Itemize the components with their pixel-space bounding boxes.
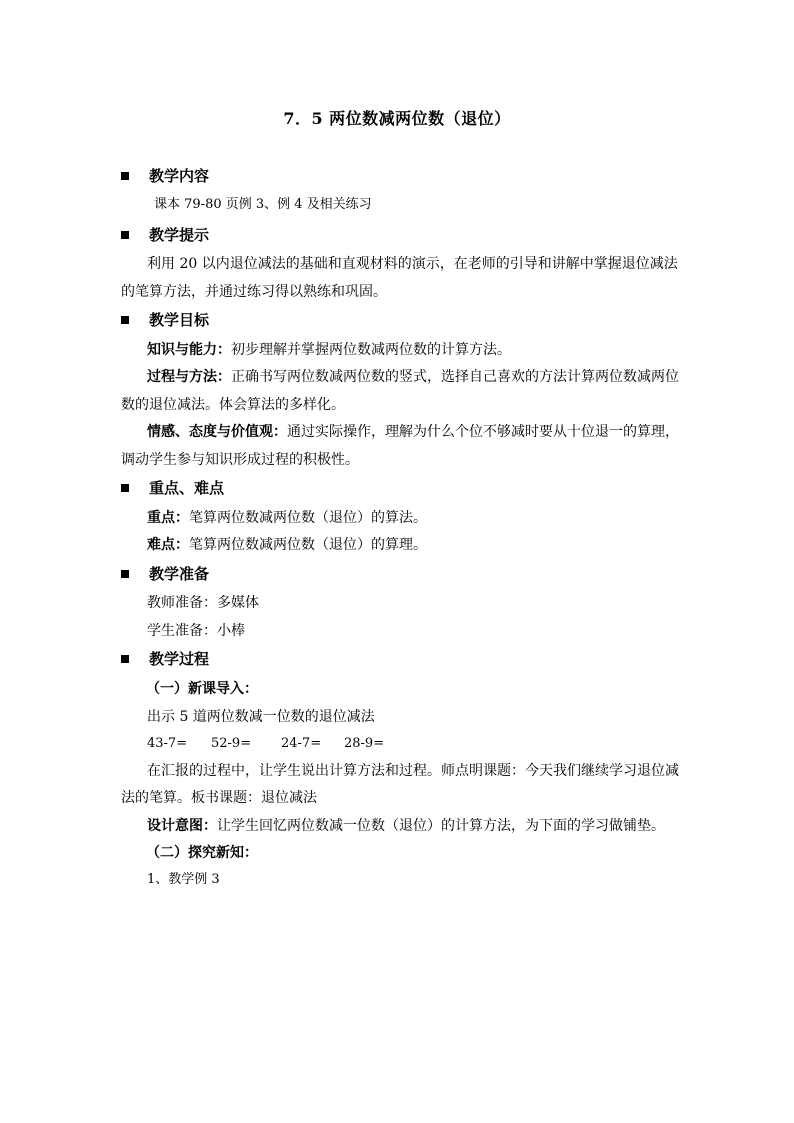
goal-knowledge-label: 知识与能力： [147,342,231,358]
section-heading-process [121,649,209,669]
heading-text: 教学内容 [149,167,210,185]
process-report-1: 在汇报的过程中，让学生说出计算方法和过程。师点明课题：今天我们继续学习退位减 [147,763,679,779]
goal-process-cont: 数的退位减法。体会算法的多样化。 [121,397,345,413]
process-design [147,816,665,836]
equation-row [147,734,384,754]
process-show: 出示 5 道两位数减一位数的退位减法 [147,709,375,725]
key-point-label: 重点： [147,510,189,526]
design-label: 设计意图： [147,818,217,834]
key-point [147,508,427,528]
goal-process [147,367,679,387]
square-bullet-icon [121,172,129,180]
difficult-point-text: 笔算两位数减两位数（退位）的算理。 [189,537,427,553]
heading-text: 重点、难点 [149,479,225,497]
square-bullet-icon [121,316,129,324]
square-bullet-icon [121,655,129,663]
content-text: 课本 79-80 页例 3、例 4 及相关练习 [154,197,372,212]
document-title: 7．5 两位数减两位数（退位） [283,109,511,128]
equation-4: 28-9= [344,736,385,751]
heading-text: 教学提示 [149,226,210,244]
section-heading-goals [121,310,209,330]
goal-process-text: 正确书写两位数减两位数的竖式，选择自己喜欢的方法计算两位数减两位 [231,369,679,385]
section-heading-key [121,478,224,498]
square-bullet-icon [121,570,129,578]
hint-line-1: 利用 20 以内退位减法的基础和直观材料的演示，在老师的引导和讲解中掌握退位减法 [147,256,678,272]
process-part-1: （一）新课导入： [146,681,258,697]
square-bullet-icon [121,484,129,492]
equation-2: 52-9= [211,736,252,751]
goal-emotion-text: 通过实际操作，理解为什么个位不够减时要从十位退一的算理， [287,424,679,440]
section-heading-prep [121,564,209,584]
prep-teacher: 教师准备：多媒体 [147,595,259,611]
hint-line-2: 的笔算方法，并通过练习得以熟练和巩固。 [121,284,387,300]
goal-emotion [147,422,679,442]
process-report-2: 法的笔算。板书课题：退位减法 [121,790,317,806]
goal-process-label: 过程与方法： [147,369,231,385]
heading-text: 教学过程 [149,650,210,668]
heading-text: 教学准备 [149,565,210,583]
equation-3: 24-7= [281,736,322,751]
difficult-point-label: 难点： [147,537,189,553]
process-example: 1、教学例 3 [147,872,220,887]
design-text: 让学生回忆两位数减一位数（退位）的计算方法，为下面的学习做铺垫。 [217,818,665,834]
equation-1: 43-7= [147,736,188,751]
process-part-2: （二）探究新知： [146,845,258,861]
section-heading-hint [121,225,209,245]
heading-text: 教学目标 [149,311,210,329]
goal-emotion-label: 情感、态度与价值观： [147,424,287,440]
goal-emotion-cont: 调动学生参与知识形成过程的积极性。 [121,452,359,468]
difficult-point [147,535,427,555]
key-point-text: 笔算两位数减两位数（退位）的算法。 [189,510,427,526]
goal-knowledge [147,340,511,360]
goal-knowledge-text: 初步理解并掌握两位数减两位数的计算方法。 [231,342,511,358]
section-heading-content [121,166,209,186]
prep-student: 学生准备：小棒 [147,623,245,639]
square-bullet-icon [121,231,129,239]
